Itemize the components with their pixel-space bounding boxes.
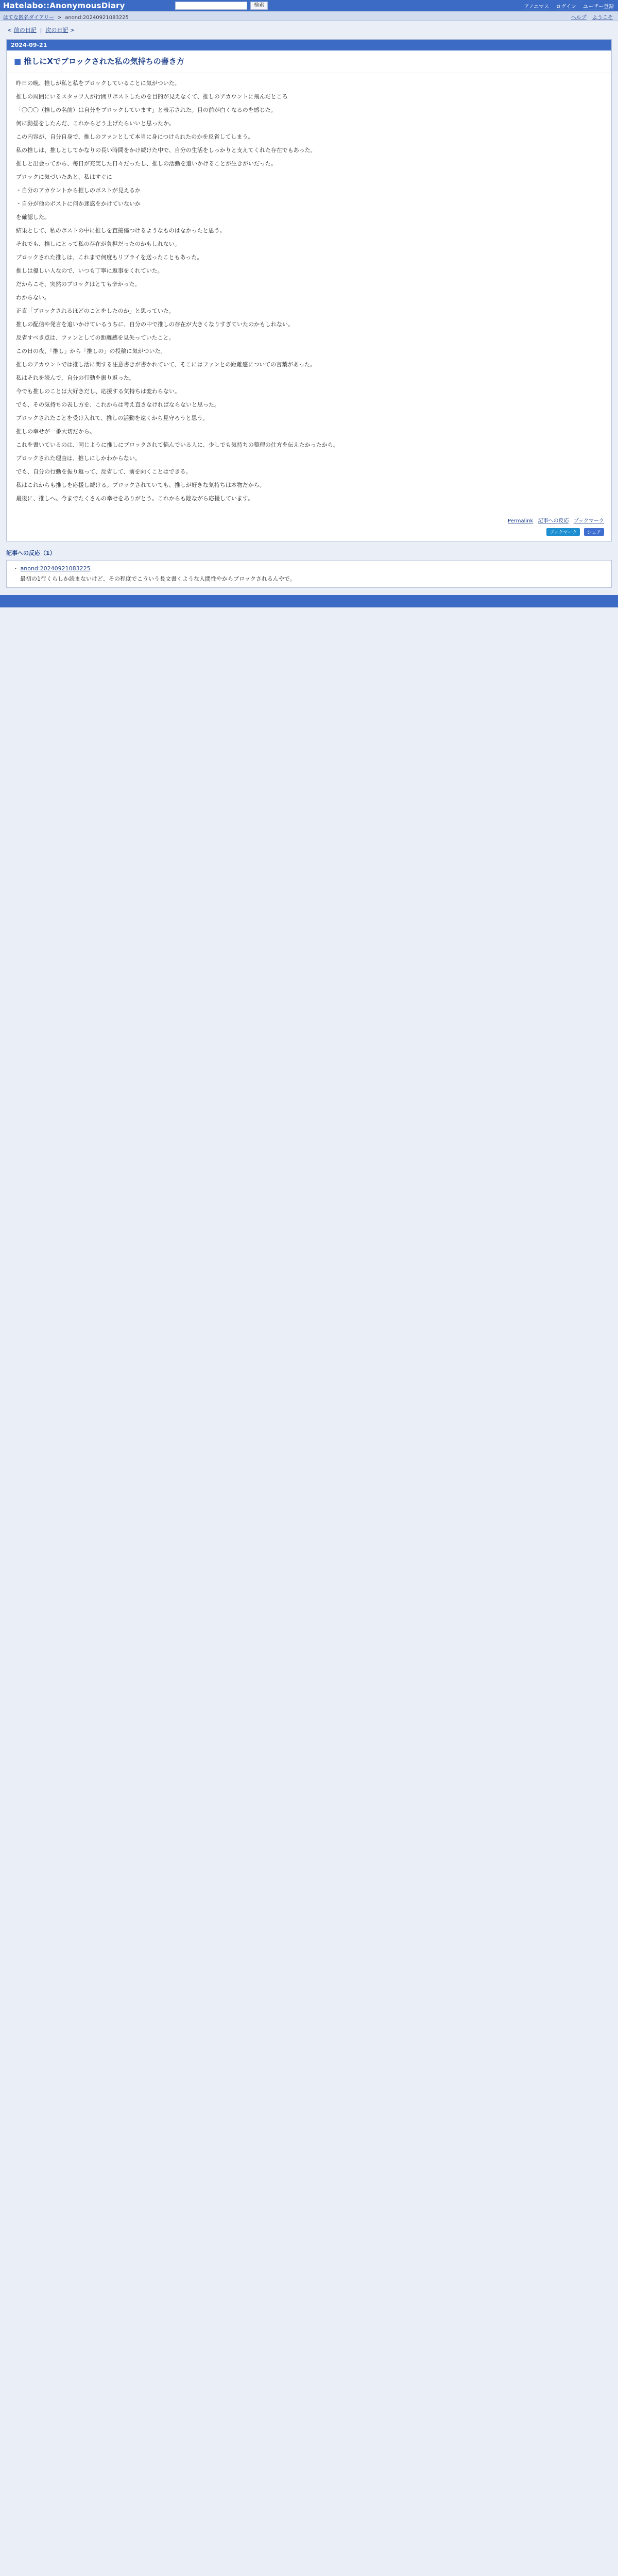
breadcrumb: < 前の日記 | 次の日記 > (7, 27, 75, 33)
top-header (0, 0, 618, 11)
site-logo[interactable]: Hatelabo::AnonymousDiary (3, 1, 125, 10)
next-entry-link[interactable]: 次の日記 (45, 27, 68, 33)
article-paragraph: 私はそれを読んで、自分の行動を振り返った。 (16, 375, 135, 381)
article-footer (7, 514, 611, 528)
article-paragraph: 推しの配信や発言を追いかけているうちに、自分の中で推しの存在が大きくなりすぎていたのかもしれない。 (16, 321, 294, 328)
entry-mark-icon: ■ (14, 57, 22, 66)
share-buttons (7, 528, 611, 541)
trackback-entry-text: 最初の1行くらしか読まないけど、その程度でこういう長文書くような人間性やからブロックされるんやで。 (20, 575, 296, 582)
article-paragraph: ・自分のアカウントから推しのポストが見えるか (16, 187, 141, 194)
bottom-bar (0, 595, 618, 607)
article-paragraph: 推しと出会ってから、毎日が充実した日々だったし、推しの活動を追いかけることが生きがいだった。 (16, 160, 277, 167)
share-button[interactable]: シェア (584, 528, 604, 536)
article-body (7, 73, 611, 514)
header-link-login[interactable]: ログイン (556, 4, 576, 10)
article-paragraph: 正直「ブロックされるほどのことをしたのか」と思っていた。 (16, 308, 175, 314)
article-paragraph: だからこそ、突然のブロックはとても辛かった。 (16, 281, 141, 287)
article-title-row (7, 50, 611, 73)
article-paragraph: 推しは優しい人なので、いつも丁寧に返事をくれていた。 (16, 267, 163, 274)
search-input[interactable] (175, 2, 247, 10)
home-link[interactable]: はてな匿名ダイアリー (3, 15, 55, 21)
help-link[interactable]: ヘルプ (571, 15, 587, 21)
sub-navigation: はてな匿名ダイアリー > anond:20240921083225 ヘルプ ようこそ (0, 11, 618, 21)
article-paragraph: 今でも推しのことは大好きだし、応援する気持ちは変わらない。 (16, 388, 180, 395)
article-paragraph: ブロックされたことを受け入れて、推しの活動を遠くから見守ろうと思う。 (16, 415, 209, 421)
article-paragraph: わからない。 (16, 294, 50, 301)
article-paragraph: それでも、推しにとって私の存在が負担だったのかもしれない。 (16, 241, 180, 247)
trackback-link[interactable]: 記事への反応 (538, 518, 569, 524)
article-paragraph: を確認した。 (16, 214, 50, 221)
article-paragraph: 何に動揺をしたんだ、これからどう上げたらいいと思ったか。 (16, 120, 175, 127)
permalink-link[interactable]: Permalink (507, 518, 534, 524)
article-paragraph: ブロックされた推しは、これまで何度もリプライを送ったこともあった。 (16, 254, 203, 261)
article-paragraph: 反省すべき点は、ファンとしての距離感を見失っていたこと。 (16, 334, 175, 341)
article-title[interactable]: 推しにXでブロックされた私の気持ちの書き方 (24, 57, 184, 66)
article-paragraph: 推しのアカウントでは推し活に関する注意書きが書かれていて、そこにはファンとの距離感についての言葉があった。 (16, 361, 316, 368)
article-paragraph: 「〇〇〇（推しの名前）は自分をブロックしています」と表示された。目の前が白くなるのを感じた。 (16, 107, 277, 113)
welcome-link[interactable]: ようこそ (592, 15, 613, 21)
article-paragraph: 最後に、推しへ。今までたくさんの幸せをありがとう。これからも陰ながら応援しています。 (16, 495, 254, 502)
trackback-entry (6, 560, 612, 588)
header-link-anonymous[interactable]: アノニマス (524, 4, 550, 10)
article-paragraph: この内容が、自分自身で、推しのファンとして本当に身につけられたのかを反省してしまう。 (16, 133, 254, 140)
bookmark-share-button[interactable]: ブックマーク (546, 528, 580, 536)
trackback-entry-link[interactable]: anond:20240921083225 (20, 565, 91, 572)
article-paragraph: でも、自分の行動を振り返って、反省して、前を向くことはできる。 (16, 468, 192, 475)
bookmark-link[interactable]: ブックマーク (573, 518, 604, 524)
article-paragraph: 推しの周囲にいるスタッフ人が行間リポストしたのを目的が見えなくて、推しのアカウントに飛んだところ (16, 93, 288, 100)
article-paragraph: この日の夜、「推し」から「推しの」の投稿に気がついた。 (16, 348, 166, 354)
article-paragraph: ブロックに気づいたあと、私はすぐに (16, 174, 112, 180)
article-paragraph: 昨日の晩、推しが私と私をブロックしていることに気がついた。 (16, 80, 180, 87)
article (6, 39, 612, 541)
search-button[interactable]: 検索 (250, 2, 268, 10)
article-paragraph: 私はこれからも推しを応援し続ける。ブロックされていても、推しが好きな気持ちは本物だから。 (16, 482, 265, 488)
trackback-heading: 記事への反応（1） (6, 550, 56, 556)
article-paragraph: 私の推しは、推しとしてかなりの長い時間をかけ続けた中で、自分の生活をしっかりと支えてくれた存在でもあった。 (16, 147, 316, 154)
article-paragraph: でも、その気持ちの表し方を、これからは考え直さなければならないと思った。 (16, 401, 220, 408)
header-link-register[interactable]: ユーザー登録 (583, 4, 614, 10)
article-paragraph: 結果として、私のポストの中に推しを直接傷つけるようなものはなかったと思う。 (16, 227, 226, 234)
article-paragraph: ブロックされた理由は、推しにしかわからない。 (16, 455, 141, 462)
article-paragraph: ・自分が他のポストに何か迷惑をかけていないか (16, 200, 141, 207)
prev-entry-link[interactable]: 前の日記 (13, 27, 37, 33)
article-date: 2024-09-21 (7, 40, 611, 50)
sub-right-links (567, 13, 613, 21)
bullet-icon: ・ (13, 565, 19, 572)
article-paragraph: 推しの幸せが一番大切だから。 (16, 428, 95, 435)
article-paragraph: これを書いているのは、同じように推しにブロックされて悩んでいる人に、少しでも気持ちの整理の仕方を伝えたかったから。 (16, 442, 339, 448)
current-entry-id: anond:20240921083225 (65, 15, 129, 21)
header-links (519, 2, 614, 10)
